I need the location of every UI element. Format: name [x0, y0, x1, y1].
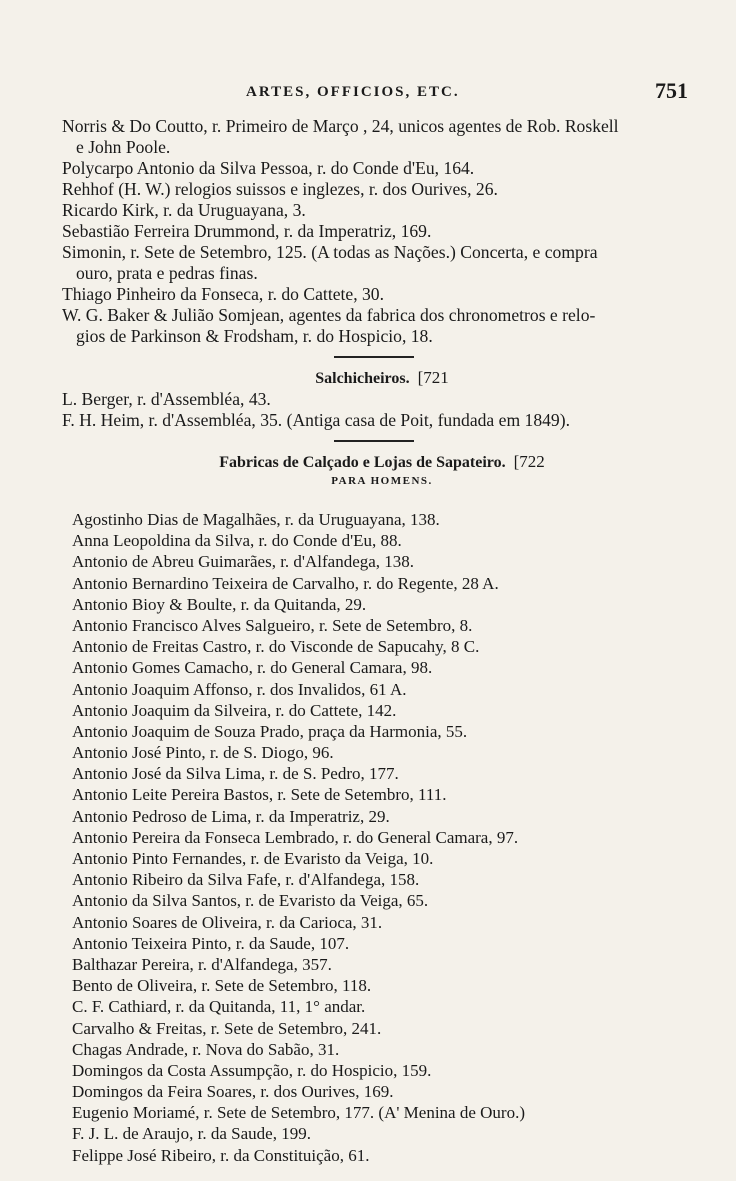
list-item: Antonio de Freitas Castro, r. do Visconde de Sapucahy, 8 C.: [72, 637, 480, 657]
list-item: Antonio Bernardino Teixeira de Carvalho, r. do Regente, 28 A.: [72, 573, 499, 593]
list-item: Antonio Pedroso de Lima, r. da Imperatriz, 29.: [72, 806, 390, 826]
list-item: Carvalho & Freitas, r. Sete de Setembro, 241.: [72, 1018, 382, 1038]
list-item: F. J. L. de Araujo, r. da Saude, 199.: [72, 1124, 311, 1144]
list-item: Eugenio Moriamé, r. Sete de Setembro, 177. (A' Menina de Ouro.): [72, 1103, 525, 1123]
list-item: Antonio Gomes Camacho, r. do General Camara, 98.: [72, 658, 433, 678]
list-item: Norris & Do Coutto, r. Primeiro de Março , 24, unicos agentes de Rob. Roskell e John Poole.: [62, 116, 619, 157]
list-item: Antonio Joaquim da Silveira, r. do Cattete, 142.: [72, 700, 397, 720]
list-item: F. H. Heim, r. d'Assembléa, 35. (Antiga casa de Poit, fundada em 1849).: [62, 410, 570, 430]
section-heading-salchicheiros: Salchicheiros. [721: [315, 368, 449, 387]
section-heading-calcado: Fabricas de Calçado e Lojas de Sapateiro. [722: [219, 452, 545, 471]
list-item: Thiago Pinheiro da Fonseca, r. do Cattete, 30.: [62, 284, 384, 304]
list-item: Chagas Andrade, r. Nova do Sabão, 31.: [72, 1039, 340, 1059]
list-item: L. Berger, r. d'Assembléa, 43.: [62, 389, 271, 409]
list-item: Balthazar Pereira, r. d'Alfandega, 357.: [72, 954, 332, 974]
list-item: Antonio Pereira da Fonseca Lembrado, r. do General Camara, 97.: [72, 827, 519, 847]
list-item: Anna Leopoldina da Silva, r. do Conde d'Eu, 88.: [72, 531, 402, 551]
list-item: Ricardo Kirk, r. da Uruguayana, 3.: [62, 200, 306, 220]
page-number: 751: [655, 78, 688, 103]
list-item: Antonio Joaquim Affonso, r. dos Invalidos, 61 A.: [72, 679, 407, 699]
list-item: Simonin, r. Sete de Setembro, 125. (A todas as Nações.) Concerta, e compra ouro, prata e pedras finas.: [62, 242, 598, 283]
list-item: Antonio Teixeira Pinto, r. da Saude, 107.: [72, 933, 350, 953]
list-item: Felippe José Ribeiro, r. da Constituição, 61.: [72, 1145, 370, 1165]
section-divider: [334, 356, 414, 358]
list-item: Antonio Ribeiro da Silva Fafe, r. d'Alfandega, 158.: [72, 870, 420, 890]
list-item: W. G. Baker & Julião Somjean, agentes da fabrica dos chronometros e relo- gios de Parkinson & Frodsham, r. do Hospicio, 18.: [62, 305, 596, 346]
section-divider: [334, 440, 414, 442]
running-title: ARTES, OFFICIOS, ETC.: [246, 84, 460, 100]
subsection-heading: PARA HOMENS.: [331, 475, 433, 487]
list-item: Antonio da Silva Santos, r. de Evaristo da Veiga, 65.: [72, 891, 429, 911]
list-item: Antonio José da Silva Lima, r. de S. Pedro, 177.: [72, 764, 399, 784]
list-item: Polycarpo Antonio da Silva Pessoa, r. do Conde d'Eu, 164.: [62, 158, 475, 178]
list-item: Domingos da Costa Assumpção, r. do Hospicio, 159.: [72, 1060, 432, 1080]
list-item: Bento de Oliveira, r. Sete de Setembro, 118.: [72, 976, 372, 996]
list-item: Rehhof (H. W.) relogios suissos e inglezes, r. dos Ourives, 26.: [62, 179, 498, 199]
page-header: [60, 80, 688, 110]
list-item: Antonio de Abreu Guimarães, r. d'Alfandega, 138.: [72, 552, 415, 572]
list-item: Agostinho Dias de Magalhães, r. da Uruguayana, 138.: [72, 510, 440, 529]
list-item: Antonio Joaquim de Souza Prado, praça da Harmonia, 55.: [72, 721, 468, 741]
list-item: Antonio Pinto Fernandes, r. de Evaristo da Veiga, 10.: [72, 849, 434, 868]
top-entries: [62, 116, 702, 489]
list-item: Sebastião Ferreira Drummond, r. da Imperatriz, 169.: [62, 221, 432, 241]
list-item: Antonio Francisco Alves Salgueiro, r. Sete de Setembro, 8.: [72, 615, 473, 635]
list-item: C. F. Cathiard, r. da Quitanda, 11, 1° andar.: [72, 997, 366, 1017]
list-item: Antonio Soares de Oliveira, r. da Carioca, 31.: [72, 912, 383, 932]
list-item: Domingos da Feira Soares, r. dos Ourives, 169.: [72, 1082, 394, 1102]
list-item: Antonio Leite Pereira Bastos, r. Sete de Setembro, 111.: [72, 785, 447, 805]
calcado-entries: [72, 509, 692, 1166]
list-item: Antonio Bioy & Boulte, r. da Quitanda, 29.: [72, 594, 367, 614]
list-item: Antonio José Pinto, r. de S. Diogo, 96.: [72, 743, 334, 763]
